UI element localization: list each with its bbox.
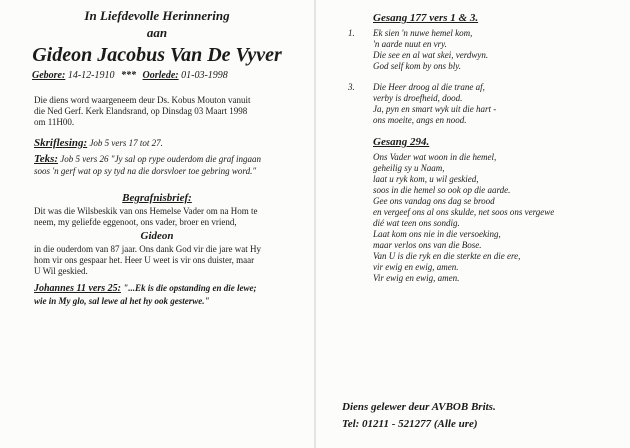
stars: *** [121,70,136,81]
dates-line [32,70,228,81]
text-label: Teks: [34,153,59,165]
verse-line: Die Heer droog al die trane af, [373,82,485,92]
prayer-line: soos in die hemel so ook op die aarde. [373,185,511,195]
service-line: om 11H00. [34,117,75,127]
service-line: Die diens word waargeneem deur Ds. Kobus Mouton vanuit [34,95,251,105]
john-label: Johannes 11 vers 25: [34,283,121,294]
died-date: 01-03-1998 [181,70,228,81]
deceased-name: Gideon Jacobus Van De Vyver [32,44,282,66]
verse3-number: 3. [348,82,355,92]
text-line: Job 5 vers 26 "Jy sal op rype ouderdom die graf ingaan [60,154,261,164]
gideon-name: Gideon [140,230,174,242]
john-line: wie in My glo, sal lewe al het hy ook gesterwe." [34,296,210,306]
prayer-line: Vir ewig en ewig, amen. [373,273,460,283]
text-line: soos 'n gerf wat op sy tyd na die dorsvloer toe gebring word." [34,166,257,176]
gideon-line: U Wil geskied. [34,266,88,276]
scripture-label: Skriflesing: [34,137,88,149]
lords-prayer [373,152,554,284]
burial-heading: Begrafnisbrief: [122,192,192,204]
prayer-line: maar verlos ons van die Bose. [373,240,482,250]
died-label: Oorlede: [142,70,179,81]
verse1 [373,28,488,72]
prayer-line: dié wat teen ons sondig. [373,218,460,228]
verse-line: Die see en al wat skei, verdwyn. [373,50,489,60]
prayer-line: laat u ryk kom, u wil geskied, [373,174,479,184]
born-label: Gebore: [32,70,66,81]
john-text: "...Ek is die opstanding en die lewe; [123,283,257,293]
gideon-line: in die ouderdom van 87 jaar. Ons dank God vir die jare wat Hy [34,244,261,254]
born-date: 14-12-1910 [67,70,115,81]
scripture-reading [34,137,163,149]
gideon-line: hom vir ons gespaar het. Heer U weet is vir ons duister, maar [34,255,255,265]
contact-phone: Tel: 01211 - 521277 (Alle ure) [342,418,478,430]
prayer-line: Van U is die ryk en die sterkte en die ere, [373,251,521,261]
prayer-line: Gee ons vandag ons dag se brood [373,196,495,206]
verse-line: ons moeite, angs en nood. [373,115,467,125]
service-provider: Diens gelewer deur AVBOB Brits. [342,401,496,413]
verse-line: God self kom by ons bly. [373,61,461,71]
prayer-line: en vergeef ons al ons skulde, net soos ons vergewe [373,207,555,217]
verse-line: 'n aarde nuut en vry. [373,39,447,49]
prayer-line: Ons Vader wat woon in die hemel, [373,152,497,162]
prayer-line: geheilig sy u Naam, [373,163,445,173]
john-verse [34,282,256,307]
verse1-number: 1. [348,28,355,38]
intro-heading: In Liefdevolle Herinnering [84,8,230,23]
aan-line: aan [146,25,168,40]
service-details [34,95,251,128]
gesang-177-title: Gesang 177 vers 1 & 3. [373,12,479,24]
text-section [34,153,261,177]
prayer-line: Laat kom ons nie in die versoeking, [373,229,501,239]
verse-line: Ja, pyn en smart wyk uit die hart - [373,104,497,114]
left-page [0,0,314,448]
right-page [316,0,630,448]
gesang-294-title: Gesang 294. [373,136,430,148]
gideon-text [34,244,261,277]
burial-letter [34,206,258,228]
scripture-text: Job 5 vers 17 tot 27. [89,138,163,148]
service-line: die Ned Gerf. Kerk Elandsrand, op Dinsdag 03 Maart 1998 [34,106,248,116]
burial-line: neem, my geliefde eggenoot, ons vader, broer en vriend, [34,217,237,227]
verse-line: verby is droefheid, dood. [373,93,463,103]
prayer-line: vir ewig en ewig, amen. [373,262,459,272]
verse3 [373,82,496,126]
verse-line: Ek sien 'n nuwe hemel kom, [373,28,473,38]
burial-line: Dit was die Wilsbeskik van ons Hemelse Vader om na Hom te [34,206,258,216]
